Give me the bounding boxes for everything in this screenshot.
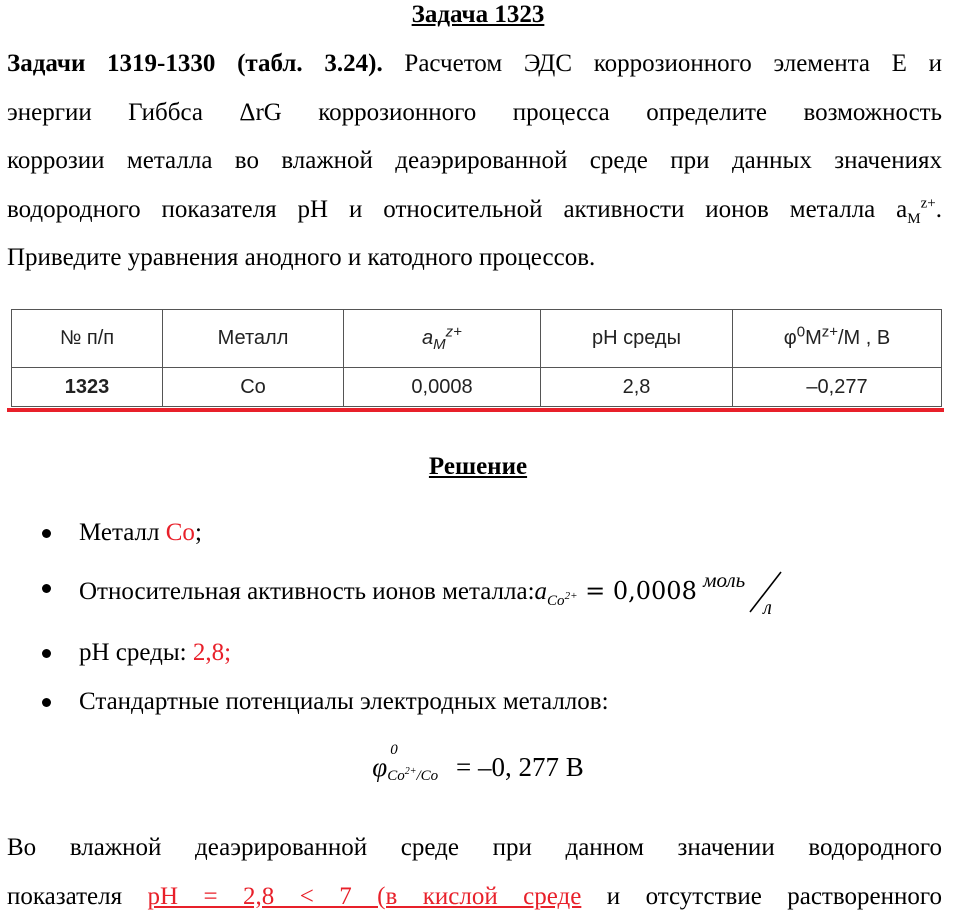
red-divider (7, 408, 944, 412)
header-number: № п/п (12, 310, 163, 368)
data-table (11, 309, 942, 407)
solution-title: Решение (0, 452, 956, 482)
closing-paragraph (7, 824, 942, 921)
task-statement (7, 40, 942, 283)
statement-line-3: коррозии металла во влажной деаэрированной среде при данных значениях (7, 137, 942, 186)
statement-line-5: Приведите уравнения анодного и катодного процессов. (7, 234, 942, 283)
cell-ph: 2,8 (541, 368, 733, 407)
cell-metal: Co (163, 368, 344, 407)
bullet-icon (42, 649, 51, 658)
header-ph: pH среды (541, 310, 733, 368)
document-page: Задача 1323 Задачи 1319-1330 (табл. 3.24). Расчетом ЭДС коррозионного элемента Е и энергии Гиббса ΔrG коррозионного процесса определите возможность коррозии металла во влажной деаэрированной среде при данных значениях водородного показателя pH и относительной активности ионов металла $a_M^{z+}$. Приведите уравнения анодного и катодного процессов. № п/п Металл $a_M^{z+}$ pH среды $\varphi^0M^{z+}/M$ , В 1323 Co 0,0008 2,8 –0,277 Решение Металл Co; Относительная активность ионов $металла:a_{Co^{2+}} = 0,0008$ моль л pH среды: 2,8; Стандартные потенциалы электродных металлов: φ 0 $Co^{2+}/Co$ = –0, 277 В Во влажной деаэрированной среде при данном значении водородного показателя pH = 2,8 < 7 (в кислой среде и отсутствие растворенного (0, 0, 956, 898)
ph-value: 2,8; (193, 639, 231, 666)
cell-potential: –0,277 (733, 368, 942, 407)
standard-potential-formula: φ 0 $Co^{2+}/Co$ = –0, 277 В (0, 752, 956, 784)
statement-line-1: Задачи 1319-1330 (табл. 3.24). Расчетом ЭДС коррозионного элемента Е и (7, 40, 942, 89)
bullet-icon (42, 698, 51, 707)
cell-activity: 0,0008 (344, 368, 541, 407)
task-title: Задача 1323 (0, 0, 956, 30)
table-row (12, 368, 942, 407)
activity-formula: $a_{Co^{2+}}$ (535, 578, 578, 605)
header-potential: $\varphi^0M^{z+}/M$ , В (733, 310, 942, 368)
unit-fraction: моль л (703, 573, 783, 613)
header-metal: Металл (163, 310, 344, 368)
cell-number: 1323 (12, 368, 163, 407)
bullet-icon (42, 529, 51, 538)
closing-line-1: Во влажной деаэрированной среде при данном значении водородного (7, 824, 942, 873)
header-activity: $a_M^{z+}$ (344, 310, 541, 368)
ph-condition: pH = 2,8 < 7 (в кислой среде (148, 883, 582, 910)
bullet-icon (42, 584, 51, 593)
closing-line-2: показателя pH = 2,8 < 7 (в кислой среде и отсутствие растворенного (7, 873, 942, 921)
metal-value: Co (166, 519, 195, 546)
statement-line-2: энергии Гиббса ΔrG коррозионного процесса определите возможность (7, 89, 942, 138)
statement-lead: Задачи 1319-1330 (табл. 3.24). (7, 50, 383, 77)
statement-line-4: водородного показателя pH и относительной активности ионов металла $a_M^{z+}$. (7, 186, 942, 235)
table-header-row (12, 310, 942, 368)
